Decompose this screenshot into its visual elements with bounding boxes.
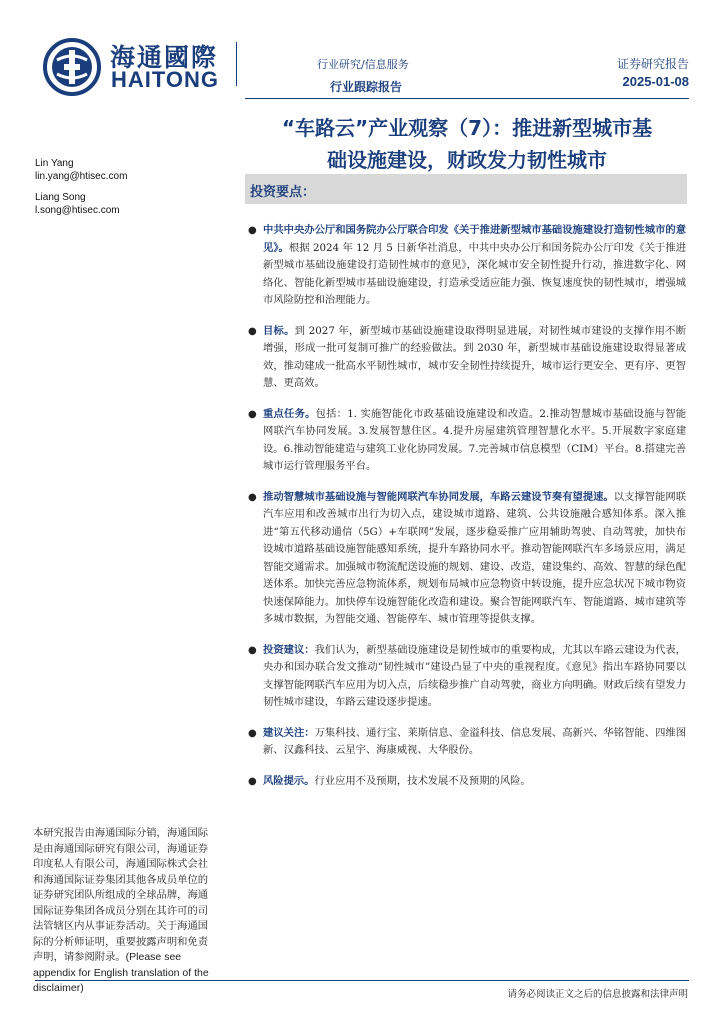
- bullet-lead: 目标。: [263, 324, 295, 337]
- bullet-lead: 风险提示。: [263, 774, 315, 787]
- bullet-dot-icon: ●: [248, 727, 257, 739]
- author-email[interactable]: lin.yang@htisec.com: [35, 171, 128, 182]
- list-item: [246, 773, 686, 791]
- brand-name-en: HAITONG: [111, 67, 220, 92]
- bullet-dot-icon: ●: [248, 225, 257, 236]
- bullet-text: 我们认为，新型基础设施建设是韧性城市的重要构成，尤其以车路云建设为代表，央办和国办联合发文推动“韧性城市”建设凸显了中央的重视程度。《意见》指出车路协同要以支撑智能网联汽车应用为切入点，后续稳步推广自动驾驶，商业方向明确。财政后续有望发力韧性城市建设，车路云建设逐步提速。: [263, 643, 687, 708]
- bullet-lead: 建议关注：: [263, 726, 315, 739]
- author-1: [35, 157, 127, 183]
- report-date: 2025-01-08: [622, 74, 689, 89]
- bullet-lead: 推动智慧城市基础设施与智能网联汽车协同发展，车路云建设节奏有望提速。: [263, 490, 614, 503]
- list-item: [246, 642, 686, 712]
- haitong-logo-icon: [43, 38, 101, 96]
- bullet-text: 到 2027 年，新型城市基础设施建设取得明显进展，对韧性城市建设的支撑作用不断增强，形成一批可复制可推广的经验做法。到 2030 年，新型城市基础设施建设取得显著成效，推动建成一批高水平韧性城市，城市安全韧性持续提升，城市运行更安全、更有序、更智慧、更高效。: [263, 324, 687, 389]
- bullet-text: 行业应用不及预期，技术发展不及预期的风险。: [314, 774, 531, 787]
- disclaimer-en: (Please see appendix for English translation of the disclaimer): [33, 951, 209, 994]
- author-email[interactable]: l.song@htisec.com: [35, 205, 120, 216]
- author-2: [35, 191, 120, 217]
- list-item: [246, 489, 686, 629]
- brand-name-cn: 海通國際: [110, 43, 219, 72]
- report-category: 行业研究/信息服务: [317, 58, 409, 71]
- author-name: Lin Yang: [35, 158, 74, 169]
- bullet-text: 以支撑智能网联汽车应用和改善城市出行为切入点，建设城市道路、建筑、公共设施融合感知体系。深入推进“第五代移动通信（5G）+车联网”发展，逐步稳妥推广应用辅助驾驶、自动驾驶，加快布设城市道路基础设施智能感知系统，提升车路协同水平。推动智能网联汽车多场景应用，满足智能交通需求。加强城市物流配送设施的规划、建设、改造，建设集约、高效、智慧的绿色配送体系。加快完善应急物流体系，规划布局城市应急物资中转设施，提升应急状况下城市物资快速保障能力。加快停车设施智能化改造和建设。聚合智能网联汽车、智能道路、城市建筑等多城市数据，为智能交通、智能停车、城市管理等提供支撑。: [263, 490, 686, 625]
- bullet-lead: 中共中央办公厅和国务院办公厅联合印发《关于推进新型城市基础设施建设打造韧性城市的意见》。: [263, 224, 686, 254]
- list-item: [246, 406, 686, 476]
- list-item: [246, 725, 686, 760]
- bullet-text: 包括：1. 实施智能化市政基础设施建设和改造。2.推动智慧城市基础设施与智能网联汽车协同发展。3.发展智慧住区。4.提升房屋建筑管理智慧化水平。5.开展数字家庭建设。6.推动智能建造与建筑工业化协同发展。7.完善城市信息模型（CIM）平台。8.搭建完善城市运行管理服务平台。: [263, 407, 687, 472]
- bullet-dot-icon: ●: [248, 325, 257, 337]
- bullet-lead: 投资建议：: [263, 643, 315, 656]
- header-divider: [236, 42, 237, 86]
- disclaimer-cn: 本研究报告由海通国际分销，海通国际是由海通国际研究有限公司，海通证券印度私人有限公司，海通国际株式会社和海通国际证券集团其他各成员单位的证券研究团队所组成的全球品牌，海通国际证券集团各成员分别在其许可的司法管辖区内从事证券活动。关于海通国际的分析师证明，重要披露声明和免责声明，请参阅附录。: [33, 827, 209, 963]
- footer-note: 请务必阅读正文之后的信息披露和法律声明: [507, 989, 688, 1000]
- title-line-1: “车路云”产业观察（7）：推进新型城市基: [281, 116, 653, 140]
- bullet-dot-icon: ●: [248, 491, 257, 503]
- disclaimer: [33, 826, 209, 997]
- section-label: 投资要点：: [250, 185, 316, 200]
- investment-highlights: [246, 222, 686, 790]
- report-label: 证券研究报告: [616, 57, 689, 71]
- list-item: [246, 323, 686, 393]
- bullet-dot-icon: ●: [248, 775, 257, 787]
- list-item: [246, 222, 686, 310]
- bullet-dot-icon: ●: [248, 644, 257, 656]
- bullet-text: 根据 2024 年 12 月 5 日新华社消息，中共中央办公厅和国务院办公厅印发《关于推进新型城市基础设施建设打造韧性城市的意见》，深化城市安全韧性提升行动，推进数字化、网络化、智能化新型城市基础设施建设，打造承受适应能力强、恢复速度快的韧性城市，增强城市风险防控和治理能力。: [263, 241, 686, 306]
- header-rule: [245, 98, 689, 99]
- bullet-lead: 重点任务。: [263, 407, 316, 420]
- bullet-dot-icon: ●: [248, 408, 257, 420]
- author-name: Liang Song: [35, 192, 86, 203]
- report-type: 行业跟踪报告: [330, 80, 403, 94]
- report-title: [245, 112, 689, 176]
- footer-rule: [35, 980, 689, 981]
- title-line-2: 础设施建设，财政发力韧性城市: [327, 148, 607, 172]
- bullet-text: 万集科技、通行宝、莱斯信息、金溢科技、信息发展、高新兴、华铭智能、四维图新、汉鑫科技、云星宇、海康威视、大华股份。: [263, 726, 687, 756]
